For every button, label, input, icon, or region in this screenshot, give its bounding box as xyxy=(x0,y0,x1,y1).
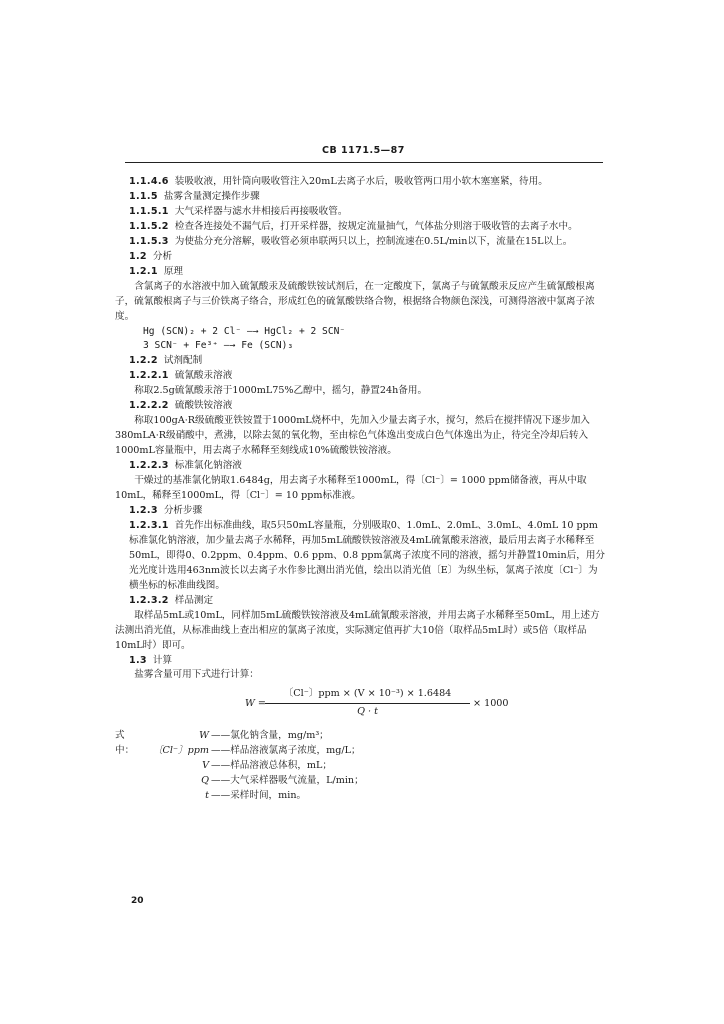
section-number: 1.2.2 xyxy=(129,355,158,367)
section-paragraph xyxy=(115,654,607,669)
section-paragraph xyxy=(115,519,607,594)
section-paragraph xyxy=(115,504,607,519)
section-paragraph xyxy=(115,235,607,250)
section-number: 1.1.5 xyxy=(129,190,158,202)
section-paragraph xyxy=(115,594,607,609)
section-paragraph xyxy=(115,399,607,414)
paragraph-text: 盐雾含量测定操作步骤 xyxy=(163,190,260,202)
symbol-definitions xyxy=(115,727,607,804)
definition-text: ——样品溶液总体积，mL； xyxy=(211,760,332,772)
paragraph-list xyxy=(115,175,607,683)
paragraph-text: 硫酸铁铵溶液 xyxy=(174,400,233,412)
definition-text: ——氯化钠含量，mg/m³； xyxy=(211,730,329,742)
section-number: 1.1.5.3 xyxy=(129,235,169,247)
paragraph-text: 取样品5mL或10mL，同样加5mL硫酸铁铵溶液及4mL硫氰酸汞溶液，并用去离子水稀释至50mL，用上述方法测出消光值，从标准曲线上查出相应的氯离子浓度，实际测定值再扩大10倍（取样品5mL时）或5倍（取样品10mL时）即可。 xyxy=(115,609,600,651)
section-paragraph xyxy=(115,190,607,205)
formula-numerator: 〔Cl⁻〕ppm × (V × 10⁻³) × 1.6484 xyxy=(265,687,470,704)
section-paragraph xyxy=(115,354,607,369)
paragraph-text: 标准氯化钠溶液 xyxy=(174,460,242,472)
paragraph-text: 分析步骤 xyxy=(163,504,203,516)
formula-denominator: Q · t xyxy=(357,706,378,718)
definition-text: ——大气采样器吸气流量，L/min； xyxy=(211,775,364,787)
paragraph-text: 首先作出标准曲线，取5只50mL容量瓶，分别吸取0、1.0mL、2.0mL、3.0mL、4.0mL 10 ppm标准氯化钠溶液，加少量去离子水稀释，再加5mL硫酸铁铵溶液及4mL硫氰酸汞溶液，最后用去离子水稀释至50mL，即得0、0.2ppm、0.4ppm、0.6 ppm、0.8 ppm氯离子浓度不同的溶液，摇匀并静置10min后，用分光光度计选用463nm波长以去离子水作参比测出消光值，绘出以消光值〔E〕为纵坐标，氯离子浓度〔Cl⁻〕为横坐标的标准曲线图。 xyxy=(129,519,606,591)
paragraph-text: 硫氰酸汞溶液 xyxy=(174,370,233,382)
body-paragraph xyxy=(115,414,607,459)
standard-number: CB 1171.5—87 xyxy=(322,145,405,156)
paragraph-text: 为使盐分充分溶解，吸收管必须串联两只以上，控制流速在0.5L/min以下，流量在15L以上。 xyxy=(174,235,573,247)
body-paragraph xyxy=(115,339,607,354)
definition-row xyxy=(115,759,607,774)
section-paragraph xyxy=(115,175,607,190)
definition-text: ——样品溶液氯离子浓度，mg/L； xyxy=(211,745,361,757)
paragraph-text: 盐雾含量可用下式进行计算： xyxy=(134,669,259,681)
section-number: 1.2.3 xyxy=(129,504,158,516)
document-body xyxy=(115,175,607,804)
formula-fraction xyxy=(265,687,470,720)
definition-symbol: W xyxy=(199,730,209,742)
definition-lead: 式中： xyxy=(115,730,135,757)
paragraph-text: 称取2.5g硫氰酸汞溶于1000mL75%乙醇中，摇匀，静置24h备用。 xyxy=(134,385,428,397)
section-number: 1.3 xyxy=(129,654,147,666)
calculation-formula xyxy=(115,687,607,723)
paragraph-text: 分析 xyxy=(152,250,173,262)
paragraph-text: 检查各连接处不漏气后，打开采样器，按规定流量抽气，气体盐分则溶于吸收管的去离子水中。 xyxy=(174,220,578,232)
definition-symbol: V xyxy=(202,760,209,772)
body-paragraph xyxy=(115,609,607,654)
paragraph-text: 试剂配制 xyxy=(163,355,203,367)
paragraph-text: 3 SCN⁻ + Fe³⁺ —→ Fe (SCN)₃ xyxy=(143,340,294,352)
section-paragraph xyxy=(115,369,607,384)
formula-multiplier: × 1000 xyxy=(473,698,509,710)
paragraph-text: 样品测定 xyxy=(174,594,214,606)
section-number: 1.2.3.2 xyxy=(129,594,169,606)
paragraph-text: 大气采样器与滤水井相接后再接吸收管。 xyxy=(174,205,348,217)
paragraph-text: 装吸收液，用针筒向吸收管注入20mL去离子水后，吸收管两口用小软木塞塞紧，待用。 xyxy=(174,176,548,187)
paragraph-text: 计算 xyxy=(152,654,173,666)
section-number: 1.2.3.1 xyxy=(129,519,169,531)
section-paragraph xyxy=(115,250,607,265)
section-paragraph xyxy=(115,220,607,235)
body-paragraph xyxy=(115,280,607,325)
section-number: 1.2.2.2 xyxy=(129,400,169,412)
paragraph-text: Hg (SCN)₂ + 2 Cl⁻ —→ HgCl₂ + 2 SCN⁻ xyxy=(143,325,346,337)
paragraph-text: 含氯离子的水溶液中加入硫氰酸汞及硫酸铁铵试剂后，在一定酸度下，氯离子与硫氰酸汞反应产生硫氰酸根离子，硫氰酸根离子与三价铁离子络合，形成红色的硫氰酸铁络合物，根据络合物颜色深浅，可测得溶液中氯离子浓度。 xyxy=(115,280,595,322)
paragraph-text: 原理 xyxy=(163,265,184,277)
body-paragraph xyxy=(115,384,607,399)
definition-row xyxy=(115,744,607,759)
body-paragraph xyxy=(115,668,607,683)
section-number: 1.1.5.1 xyxy=(129,205,169,217)
section-paragraph xyxy=(115,459,607,474)
definition-symbol: Q xyxy=(201,775,209,787)
section-number: 1.2.2.3 xyxy=(129,460,169,472)
section-number: 1.1.5.2 xyxy=(129,220,169,232)
definition-symbol: t xyxy=(205,790,209,802)
definition-symbol: 〔Cl⁻〕ppm xyxy=(152,745,209,757)
body-paragraph xyxy=(115,325,607,340)
formula-lhs: W = xyxy=(245,698,266,710)
section-number: 1.2 xyxy=(129,250,147,262)
definition-row xyxy=(115,774,607,789)
body-paragraph xyxy=(115,474,607,504)
header-rule xyxy=(125,162,603,163)
definition-text: ——采样时间，min。 xyxy=(211,790,307,802)
section-number: 1.2.2.1 xyxy=(129,370,169,382)
page-number: 20 xyxy=(131,896,144,906)
section-number: 1.1.4.6 xyxy=(129,176,169,187)
section-number: 1.2.1 xyxy=(129,265,158,277)
paragraph-text: 干燥过的基准氯化钠取1.6484g，用去离子水稀释至1000mL，得〔Cl⁻〕= 1000 ppm储备液，再从中取10mL，稀释至1000mL，得〔Cl⁻〕= 10 ppm标准液。 xyxy=(115,475,587,502)
definition-row xyxy=(115,789,607,804)
section-paragraph xyxy=(115,265,607,280)
paragraph-text: 称取100gA·R级硫酸亚铁铵置于1000mL烧杯中，先加入少量去离子水，搅匀，然后在搅拌情况下逐步加入380mLA·R级硝酸中，煮沸，以除去氮的氧化物，至由棕色气体逸出变成白色气体逸出为止，待完全冷却后转入1000mL容量瓶中，用去离子水稀释至刻线成10%硫酸铁铵溶液。 xyxy=(115,415,590,457)
section-paragraph xyxy=(115,205,607,220)
